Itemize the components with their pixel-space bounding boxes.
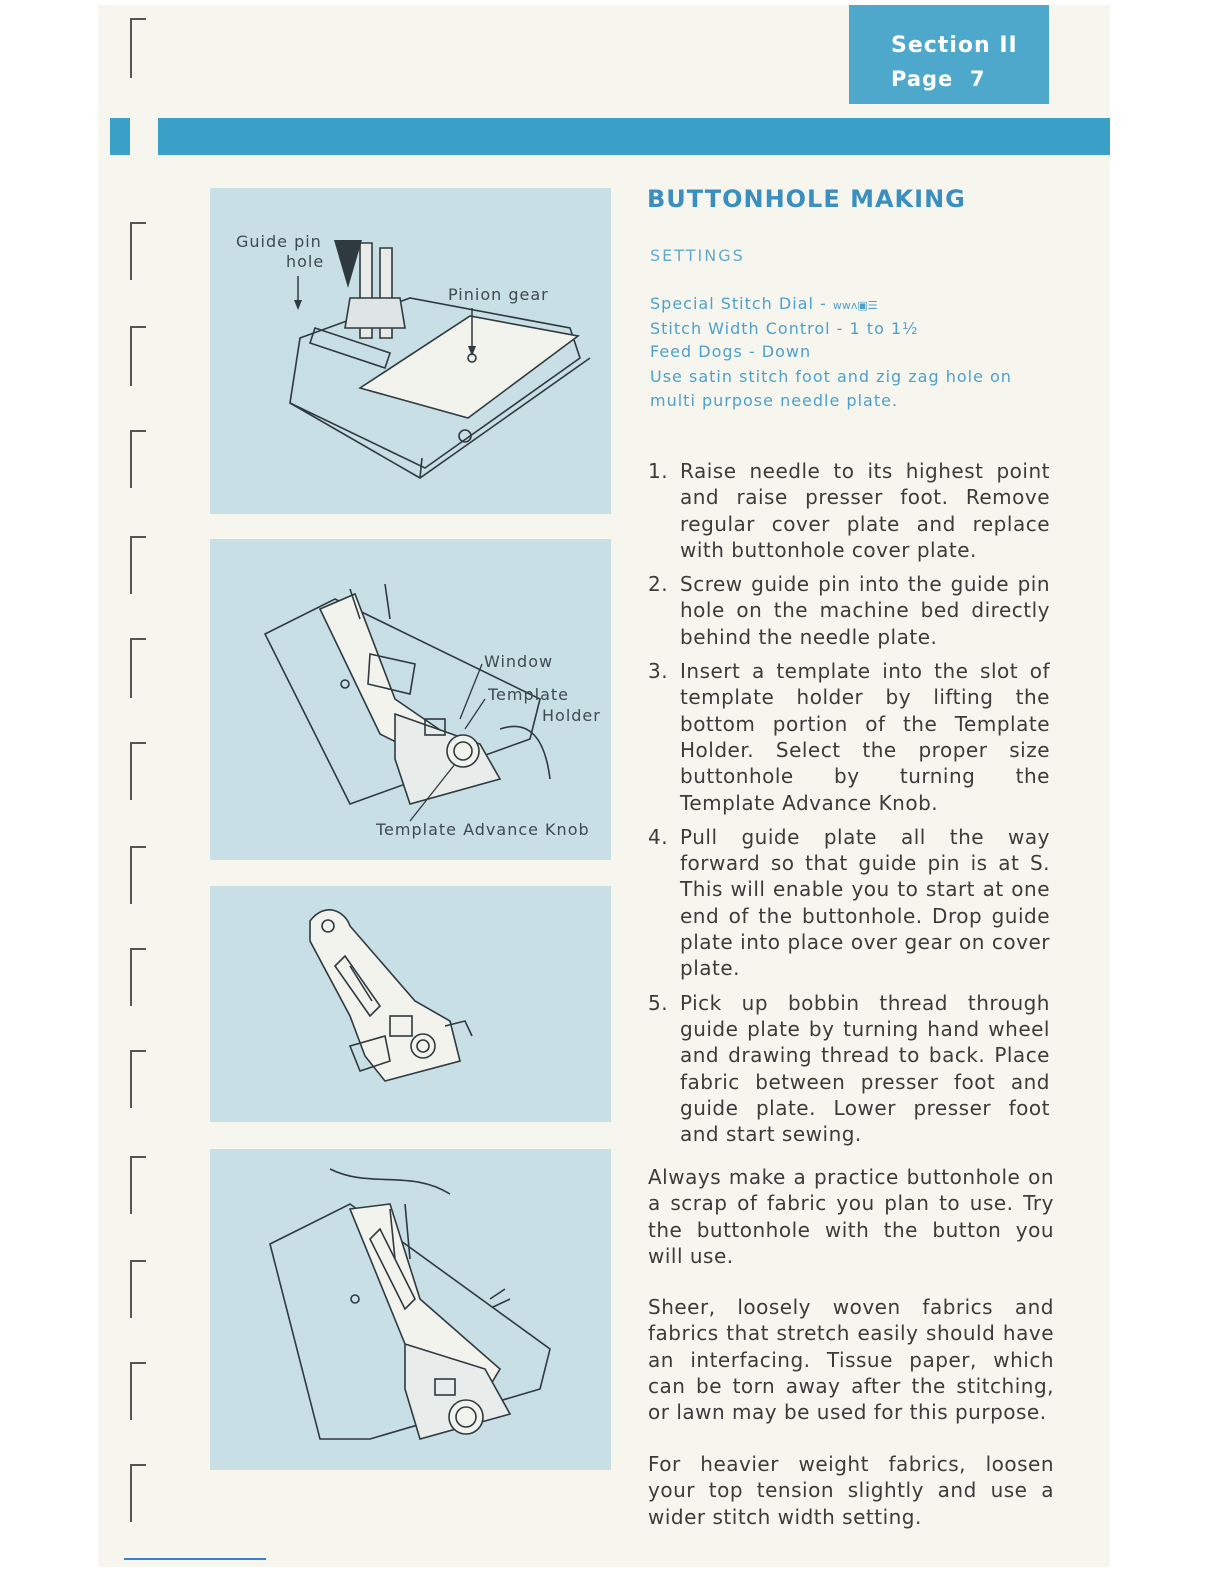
- scan-edge-line: [124, 1558, 266, 1560]
- step-item: 5. Pick up bobbin thread through guide plate by turning hand wheel and drawing thread to back. Place fabric between presser foot and guide plate. Lower presser foot and start sewing.: [648, 990, 1050, 1147]
- heavy-fabrics-paragraph: For heavier weight fabrics, loosen your top tension slightly and use a wider stitch width setting.: [648, 1452, 1054, 1529]
- figure-guide-plate: [210, 886, 611, 1122]
- binding-mark: [130, 222, 146, 280]
- header-bar-left: [110, 118, 130, 155]
- figure-sewing-buttonhole: [210, 1149, 611, 1470]
- binding-mark: [130, 1156, 146, 1214]
- settings-list: [650, 292, 1030, 413]
- page-title: BUTTONHOLE MAKING: [647, 185, 966, 213]
- guide-plate-illustration: [210, 886, 611, 1122]
- header-bar: [158, 118, 1110, 155]
- sewing-buttonhole-illustration: [210, 1149, 611, 1470]
- holder-label: Holder: [542, 706, 601, 725]
- binding-mark: [130, 638, 146, 698]
- binding-mark: [130, 1260, 146, 1318]
- binding-mark: [130, 326, 146, 386]
- practice-paragraph: Always make a practice buttonhole on a scrap of fabric you plan to use. Try the buttonhole with the button you will use.: [648, 1165, 1054, 1268]
- pinion-gear-label: Pinion gear: [448, 285, 549, 304]
- step-item: 4. Pull guide plate all the way forward so that guide pin is at S. This will enable you to start at one end of the buttonhole. Drop guide plate into place over gear on cover plate.: [648, 824, 1050, 981]
- binding-mark: [130, 18, 146, 78]
- hole-label: hole: [286, 252, 325, 271]
- binding-mark: [130, 430, 146, 488]
- template-advance-knob-label: Template Advance Knob: [376, 820, 590, 839]
- binding-mark: [130, 1362, 146, 1420]
- step-item: 3. Insert a template into the slot of template holder by lifting the bottom portion of the Template Holder. Select the proper size buttonhole by turning the Template Advance Knob.: [648, 659, 1050, 815]
- setting-stitch-width: Stitch Width Control - 1 to 1½: [650, 319, 919, 338]
- binding-mark: [130, 948, 146, 1006]
- figure-template-holder: [210, 539, 611, 860]
- steps-list: [648, 458, 1050, 1155]
- window-label: Window: [484, 652, 554, 671]
- template-label: Template: [488, 685, 570, 704]
- figure-cover-plate: [210, 188, 611, 514]
- guide-pin-label: Guide pin: [236, 232, 322, 251]
- setting-note: Use satin stitch foot and zig zag hole on multi purpose needle plate.: [650, 367, 1012, 410]
- section-label: Section II: [891, 33, 1018, 58]
- setting-feed-dogs: Feed Dogs - Down: [650, 342, 812, 361]
- page-label: Page 7: [891, 67, 986, 91]
- step-item: 2. Screw guide pin into the guide pin hole on the machine bed directly behind the needle plate.: [648, 572, 1050, 649]
- binding-mark: [130, 536, 146, 594]
- binding-mark: [130, 742, 146, 800]
- binding-mark: [130, 846, 146, 904]
- step-item: 1. Raise needle to its highest point and raise presser foot. Remove regular cover plate and replace with buttonhole cover plate.: [648, 459, 1050, 562]
- binding-mark: [130, 1050, 146, 1108]
- sheer-fabrics-paragraph: Sheer, loosely woven fabrics and fabrics that stretch easily should have an interfacing. Tissue paper, which can be torn away after the stitching, or lawn may be used for this purpose.: [648, 1295, 1054, 1425]
- buttonhole-stitch-symbol-icon: ᴡᴡᴧ▣☰: [832, 299, 878, 312]
- section-tab: [849, 5, 1049, 104]
- settings-title: SETTINGS: [650, 246, 745, 265]
- setting-stitch-dial: Special Stitch Dial - ᴡᴡᴧ▣☰: [650, 294, 878, 313]
- binding-mark: [130, 1464, 146, 1522]
